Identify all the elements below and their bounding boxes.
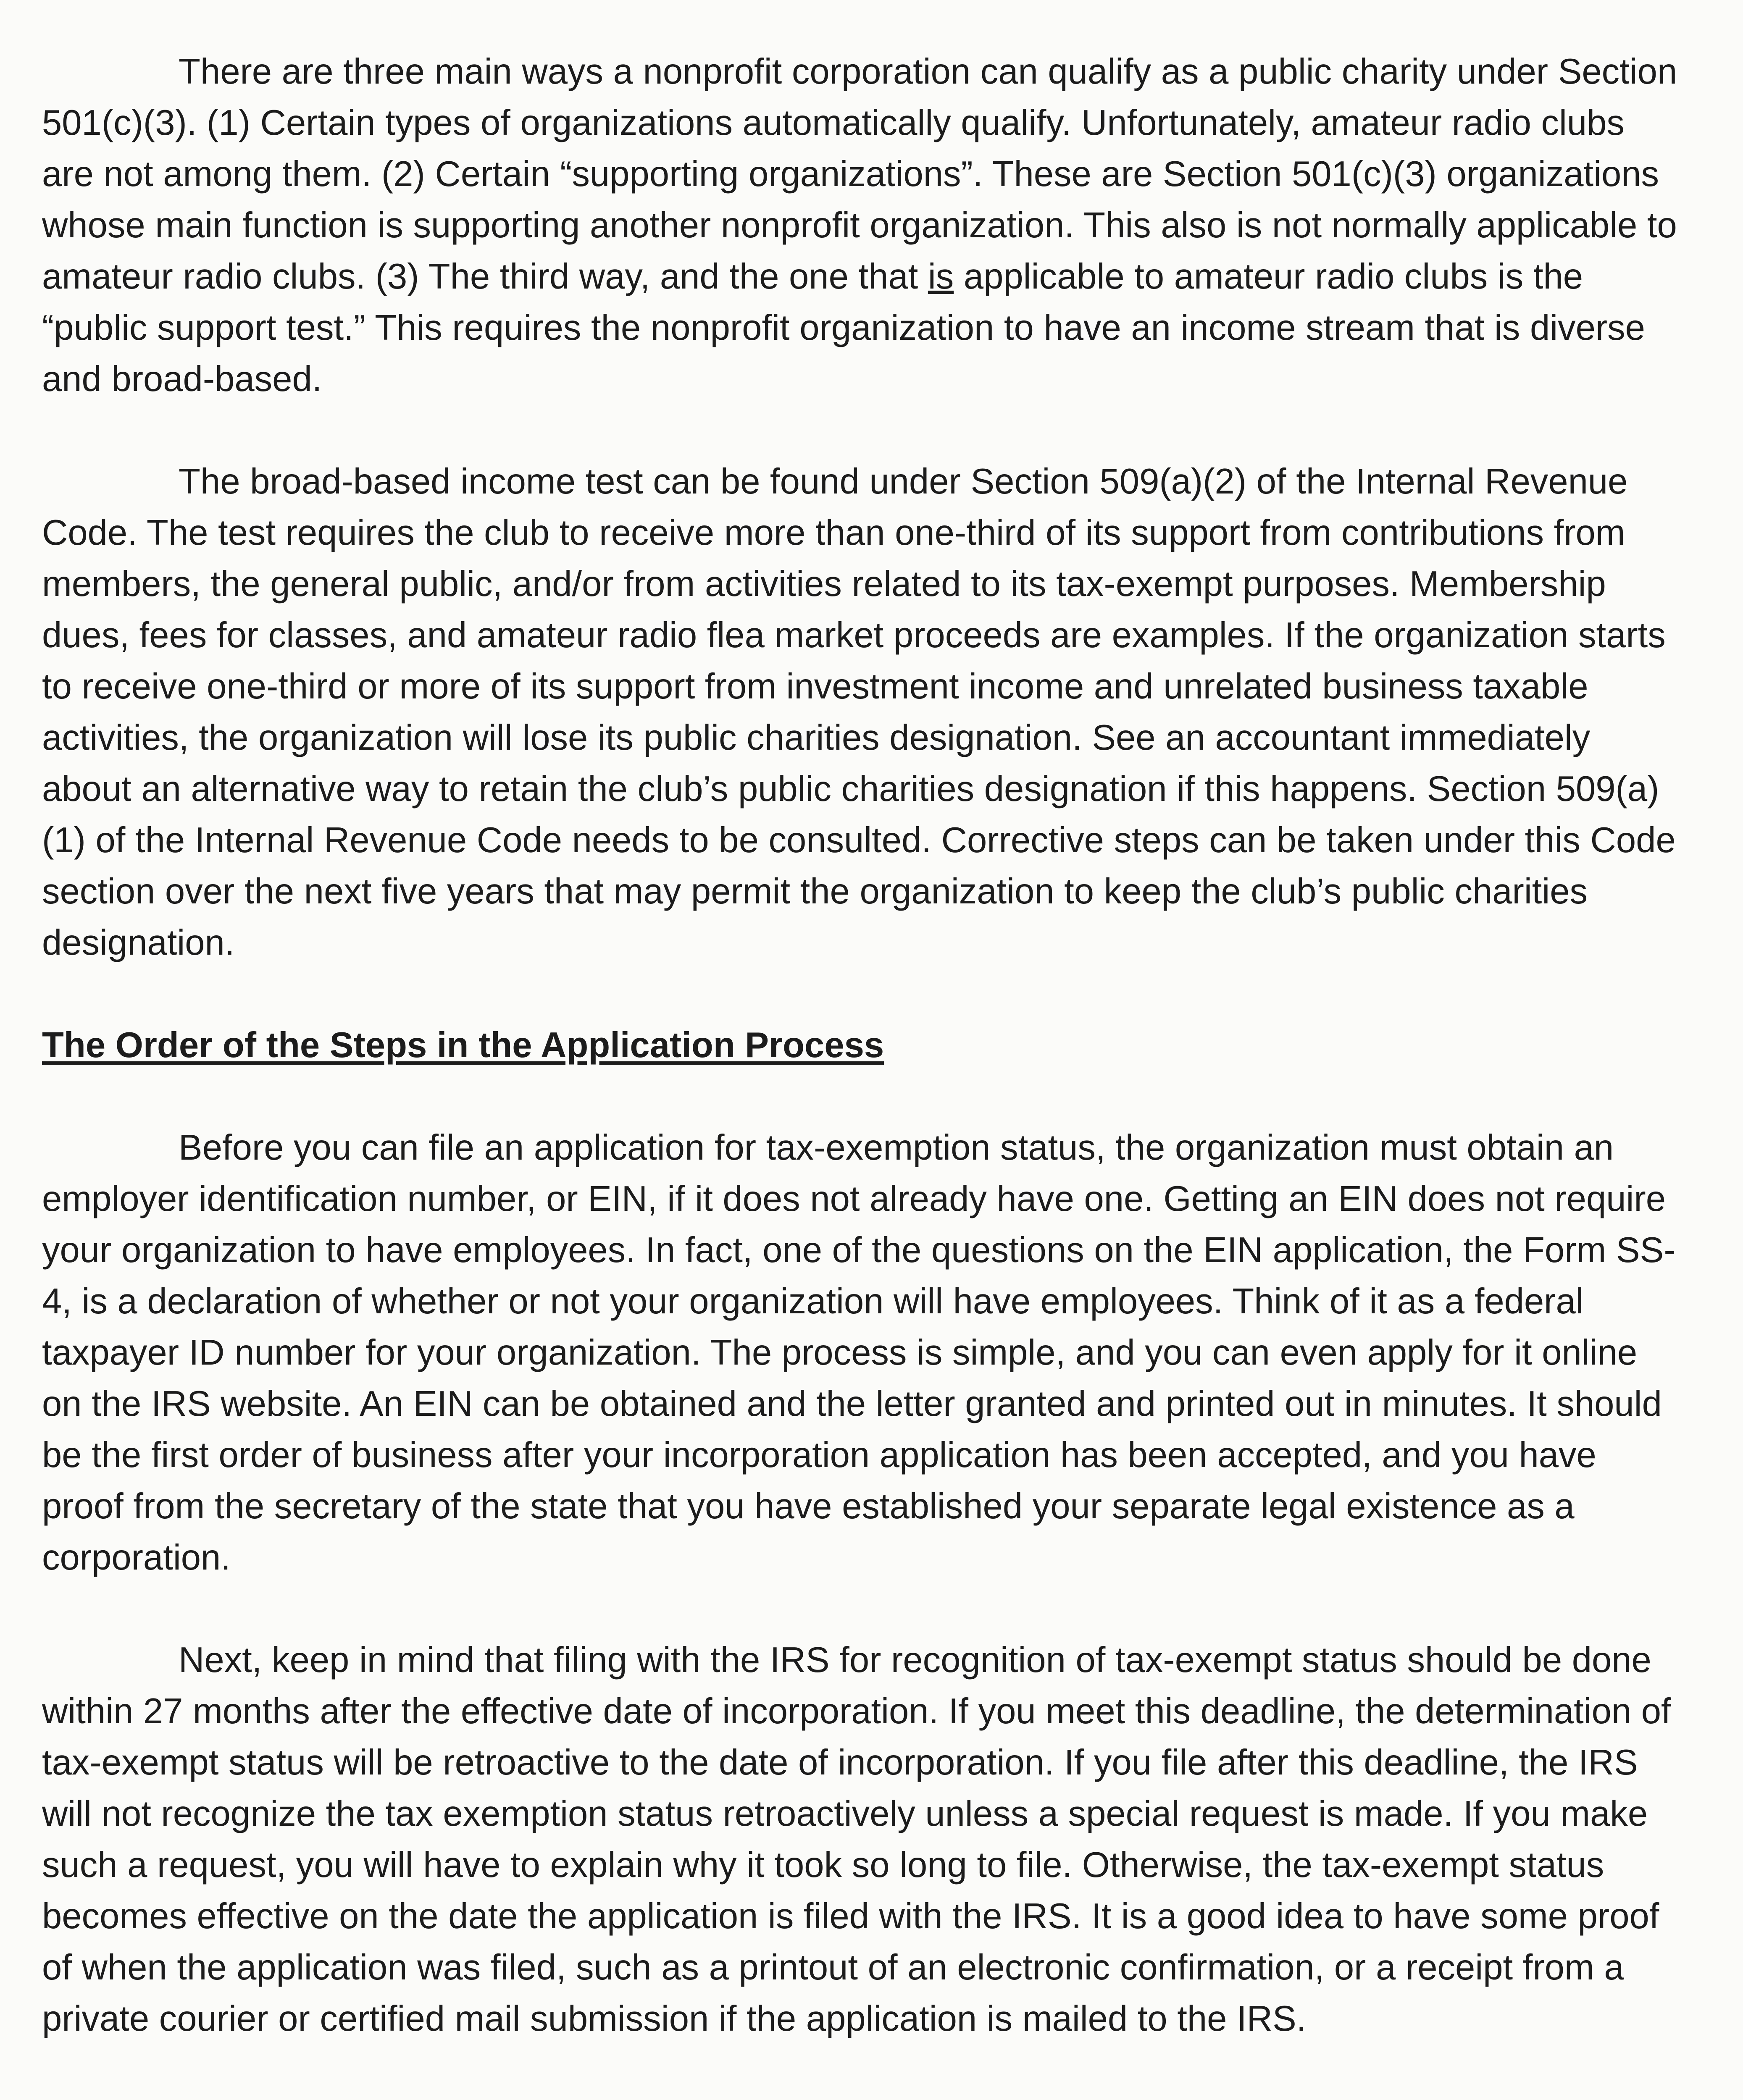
paragraph-public-charity-qualification (42, 46, 1680, 405)
paragraph-broad-based-income-test: The broad-based income test can be found under Section 509(a)(2) of the Internal Revenue Code. The test requires the club to receive more than one-third of its support from contributions from members, the general public, and/or from activities related to its tax-exempt purposes. Membership dues, fees for classes, and amateur radio flea market proceeds are examples. If the organization starts to receive one-third or more of its support from investment income and unrelated business taxable activities, the organization will lose its public charities designation. See an accountant immediately about an alternative way to retain the club’s public charities designation if this happens. Section 509(a)(1) of the Internal Revenue Code needs to be consulted. Corrective steps can be taken under this Code section over the next five years that may permit the organization to keep the club’s public charities designation. (42, 462, 1676, 963)
underlined-word-is: is (928, 257, 954, 297)
paragraph-filing-deadline: Next, keep in mind that filing with the IRS for recognition of tax-exempt status should be done within 27 months after the effective date of incorporation. If you meet this deadline, the determination of tax-exempt status will be retroactive to the date of incorporation. If you file after this deadline, the IRS will not recognize the tax exemption status retroactively unless a special request is made. If you make such a request, you will have to explain why it took so long to file. Otherwise, the tax-exempt status becomes effective on the date the application is filed with the IRS. It is a good idea to have some proof of when the application was filed, such as a printout of an electronic confirmation, or a receipt from a private courier or certified mail submission if the application is mailed to the IRS. (42, 1640, 1671, 2039)
paragraph-ein-application: Before you can file an application for tax-exemption status, the organization must obtain an employer identification number, or EIN, if it does not already have one. Getting an EIN does not require your organization to have employees. In fact, one of the questions on the EIN application, the Form SS-4, is a declaration of whether or not your organization will have employees. Think of it as a federal taxpayer ID number for your organization. The process is simple, and you can even apply for it online on the IRS website. An EIN can be obtained and the letter granted and printed out in minutes. It should be the first order of business after your incorporation application has been accepted, and you have proof from the secretary of the state that you have established your separate legal existence as a corporation. (42, 1128, 1676, 1578)
section-heading: The Order of the Steps in the Application Process (42, 1025, 884, 1065)
paragraph-1-text-a: There are three main ways a nonprofit corporation can qualify as a public charity under Section 501(c)(3). (1) Certain types of organizations automatically qualify. Unfortunately, amateur radio clubs are not among them. (2) Certain “supporting organizations”. These are Section 501(c)(3) organizations whose main function is supporting another nonprofit organization. This also is not normally applicable to amateur radio clubs. (3) The third way, and the one that (42, 52, 1677, 297)
paragraph-1-text-b: applicable to amateur radio clubs is the “public support test.” This requires the nonprofit organization to have an income stream that is diverse and broad-based. (42, 257, 1645, 399)
document-body (42, 46, 1680, 2045)
